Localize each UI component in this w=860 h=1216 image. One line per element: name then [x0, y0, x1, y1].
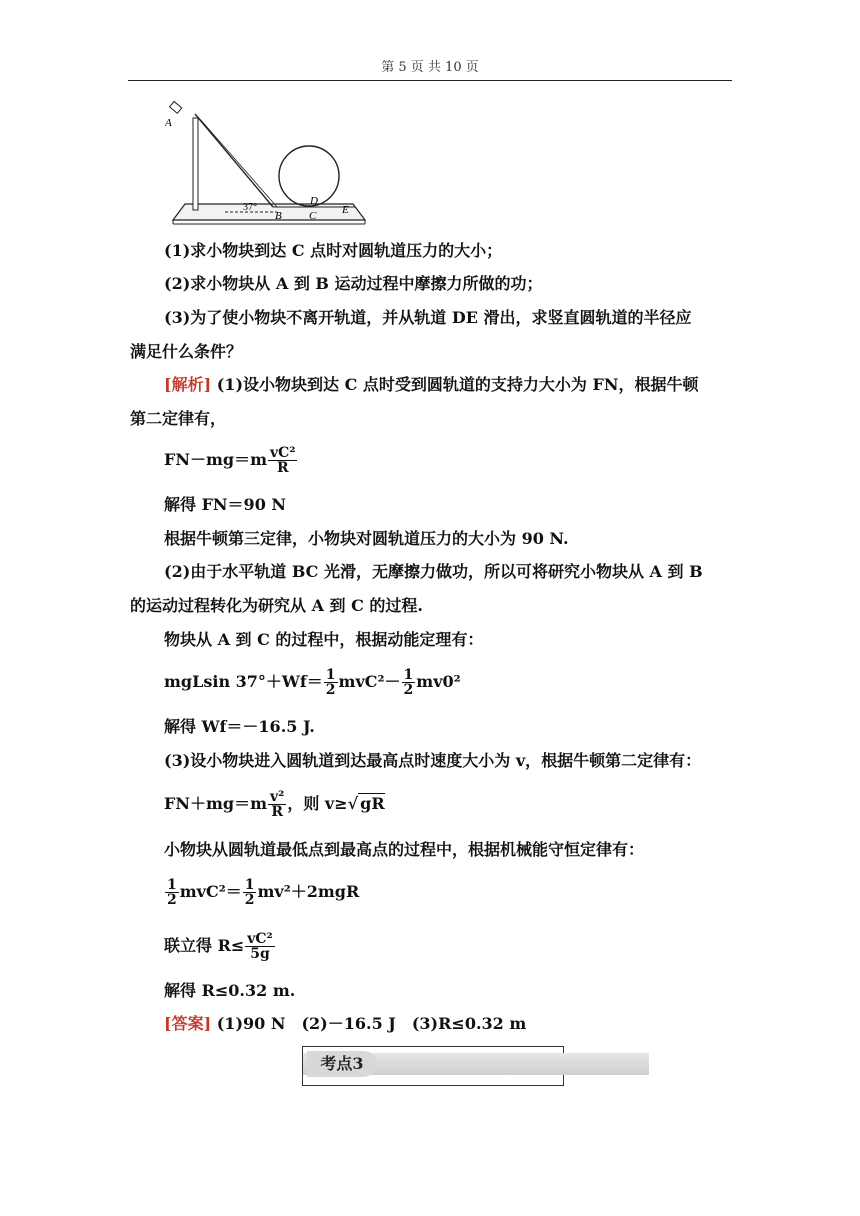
equation-2 — [164, 668, 764, 697]
half-denominator-b: 2 — [403, 682, 414, 698]
equation-4 — [164, 878, 764, 907]
solve-result-2: 解得 Wf＝－16.5 J. — [164, 717, 315, 736]
eq4-half-numerator: 1 — [167, 877, 177, 893]
track-diagram — [165, 100, 375, 230]
sliding-block — [170, 101, 182, 113]
question-1: (1)求小物块到达 C 点时对圆轨道压力的大小； — [164, 241, 503, 260]
question-2: (2)求小物块从 A 到 B 运动过程中摩擦力所做的功； — [164, 274, 543, 293]
equation-2-left: mgLsin 37°＋Wf＝ — [164, 672, 323, 691]
equation-4-b: mv²＋2mgR — [257, 882, 360, 901]
answer-text: (1)90 N (2)－16.5 J (3)R≤0.32 m — [216, 1014, 527, 1033]
half-denominator: 2 — [325, 682, 336, 698]
solve-result-3: 解得 R≤0.32 m. — [164, 981, 296, 1000]
section-badge-label: 考点3 — [307, 1051, 377, 1077]
equation-4-a: mvC²＝ — [179, 882, 242, 901]
label-c: C — [309, 210, 317, 222]
equation-1 — [164, 446, 764, 475]
eq4-half-numerator-b: 1 — [244, 877, 255, 893]
equation-5-denominator: 5g — [250, 946, 270, 962]
section-badge — [302, 1046, 564, 1086]
solve-result-1: 解得 FN＝90 N — [164, 495, 287, 514]
eq4-half-denominator-b: 2 — [244, 892, 255, 908]
base-platform — [173, 204, 365, 220]
label-a: A — [165, 117, 172, 129]
vertical-loop — [279, 146, 339, 206]
equation-3-fraction — [268, 790, 286, 819]
equation-3-sqrt: gR — [360, 794, 385, 813]
equation-1-fraction — [268, 446, 297, 475]
incline-track — [195, 114, 273, 207]
equation-5-left: 联立得 R≤ — [164, 936, 245, 955]
equation-4-half-a — [165, 878, 179, 907]
equation-4-half-b — [243, 878, 257, 907]
label-e: E — [342, 204, 349, 216]
equation-2-half-b — [402, 668, 416, 697]
solution-part-2-line-1: (2)由于水平轨道 BC 光滑，无摩擦力做功，所以可将研究小物块从 A 到 B — [164, 562, 703, 581]
question-3-line-1: (3)为了使小物块不离开轨道，并从轨道 DE 滑出，求竖直圆轨道的半径应 — [164, 308, 692, 327]
solution-part-2-line-3: 物块从 A 到 C 的过程中，根据动能定理有： — [164, 630, 484, 649]
equation-5 — [164, 932, 764, 961]
answer-line — [164, 1013, 764, 1035]
equation-5-fraction — [245, 932, 274, 961]
solution-part-3-line-1: (3)设小物块进入圆轨道到达最高点时速度大小为 v，根据牛顿第二定律有： — [164, 751, 702, 770]
vertical-post — [193, 118, 198, 210]
answer-tag: [答案] — [164, 1014, 212, 1033]
incline-track-inner — [199, 118, 277, 207]
third-law-text: 根据牛顿第三定律，小物块对圆轨道压力的大小为 90 N. — [164, 529, 569, 548]
solution-part-1-line-1 — [164, 374, 764, 396]
equation-5-numerator: vC² — [247, 931, 273, 947]
equation-2-end: mv0² — [416, 672, 461, 691]
equation-3-denominator: R — [271, 804, 283, 820]
equation-3-left: FN＋mg＝m — [164, 794, 268, 813]
label-d: D — [310, 195, 318, 207]
solution-part-2-line-2: 的运动过程转化为研究从 A 到 C 的过程. — [130, 596, 424, 615]
eq4-half-denominator: 2 — [167, 892, 177, 908]
equation-3-numerator: v² — [270, 789, 285, 805]
equation-2-half-a — [324, 668, 338, 697]
equation-1-numerator: vC² — [270, 445, 296, 461]
equation-1-denominator: R — [276, 460, 289, 476]
label-angle: 37° — [243, 202, 257, 213]
solution-part-3-line-2: 小物块从圆轨道最低点到最高点的过程中，根据机械能守恒定律有： — [164, 840, 645, 859]
equation-1-left: FN－mg＝m — [164, 450, 268, 469]
question-3-line-2: 满足什么条件？ — [130, 342, 243, 361]
equation-3-right: ，则 v≥ — [287, 794, 348, 813]
label-b: B — [275, 210, 282, 222]
equation-3: FN＋mg＝m $\frac{\text{v²}}{R}$ ，则 v≥√ gR — [164, 789, 385, 820]
equation-2-mid: mvC²－ — [338, 672, 401, 691]
page-header — [128, 56, 732, 81]
half-numerator-b: 1 — [403, 667, 414, 683]
half-numerator: 1 — [325, 667, 336, 683]
solution-part-1-line-2: 第二定律有， — [130, 409, 227, 428]
solution-part-1-text: (1)设小物块到达 C 点时受到圆轨道的支持力大小为 FN，根据牛顿 — [216, 375, 699, 394]
page-number-label: 第 5 页 共 10 页 — [381, 60, 479, 75]
analysis-tag: [解析] — [164, 375, 212, 394]
